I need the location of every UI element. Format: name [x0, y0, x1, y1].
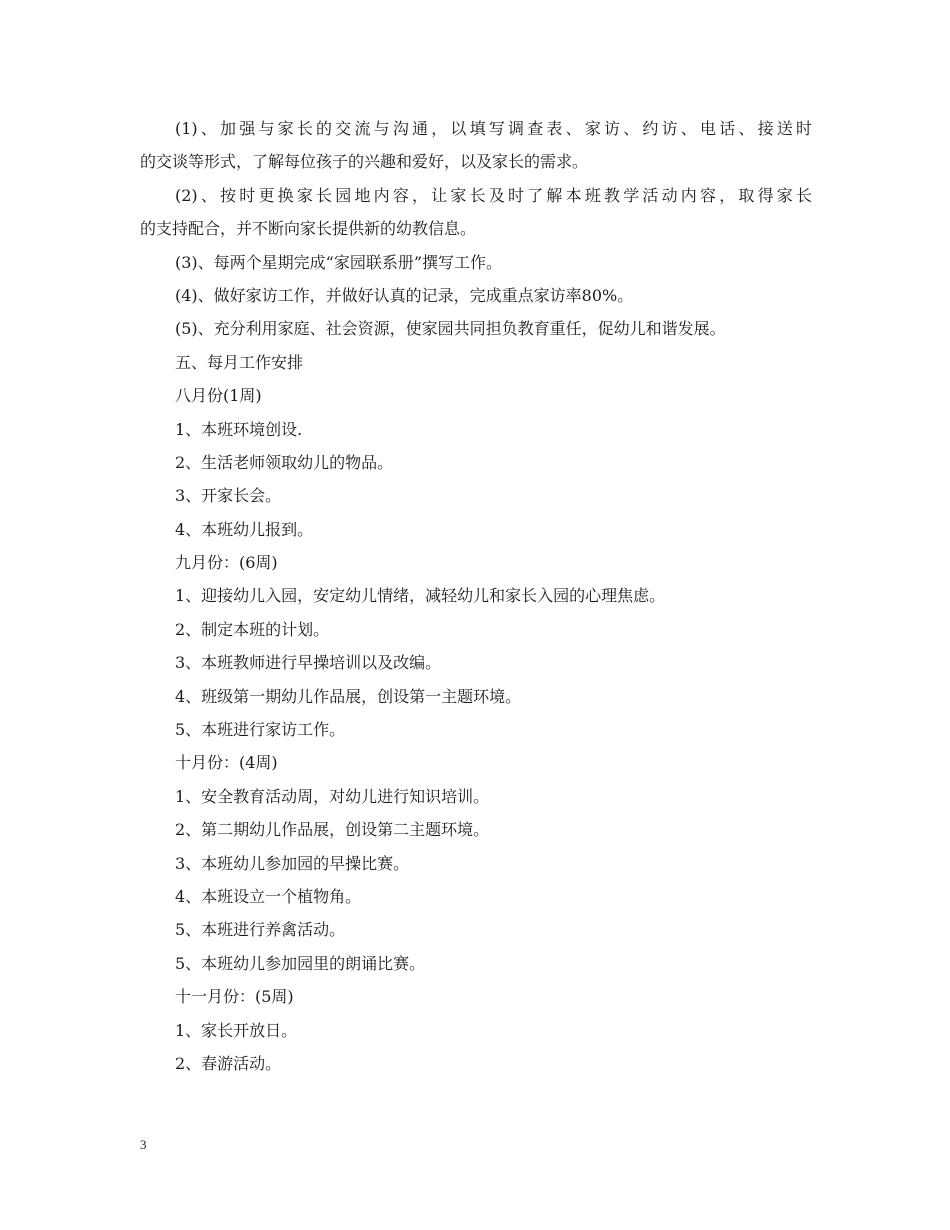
- text-line: 4、班级第一期幼儿作品展，创设第一主题环境。: [175, 686, 522, 706]
- text-line: 九月份：(6周): [175, 553, 278, 573]
- text-line: 3、本班教师进行早操培训以及改编。: [175, 653, 442, 673]
- text-line: (4)、做好家访工作，并做好认真的记录，完成重点家访率80%。: [175, 285, 634, 305]
- text-line: 1、家长开放日。: [175, 1020, 298, 1040]
- text-line: 1、本班环境创设.: [175, 419, 303, 439]
- text-line: 的交谈等形式，了解每位孩子的兴趣和爱好，以及家长的需求。: [140, 152, 589, 172]
- text-line: (3)、每两个星期完成“家园联系册”撰写工作。: [175, 252, 503, 272]
- text-line: 2、生活老师领取幼儿的物品。: [175, 452, 394, 472]
- text-line: (5)、充分利用家庭、社会资源，使家园共同担负教育重任，促幼儿和谐发展。: [175, 319, 726, 339]
- text-line: 5、本班进行养禽活动。: [175, 920, 346, 940]
- text-line: 1、迎接幼儿入园，安定幼儿情绪，减轻幼儿和家长入园的心理焦虑。: [175, 586, 666, 606]
- text-line: 1、安全教育活动周，对幼儿进行知识培训。: [175, 786, 490, 806]
- text-line: 3、本班幼儿参加园的早操比赛。: [175, 853, 410, 873]
- text-line: 八月份(1周): [175, 386, 262, 406]
- text-line: 5、本班进行家访工作。: [175, 720, 346, 740]
- page-number: 3: [140, 1137, 147, 1152]
- text-line: 十月份：(4周): [175, 753, 278, 773]
- text-line: 十一月份：(5周): [175, 987, 294, 1007]
- text-line: 的支持配合，并不断向家长提供新的幼教信息。: [140, 219, 477, 239]
- document-body: [140, 112, 812, 1080]
- text-line: 5、本班幼儿参加园里的朗诵比赛。: [175, 953, 426, 973]
- text-line: 五、每月工作安排: [175, 352, 304, 372]
- text-line: 2、制定本班的计划。: [175, 619, 330, 639]
- text-line: 4、本班设立一个植物角。: [175, 886, 362, 906]
- text-line: 4、本班幼儿报到。: [175, 519, 314, 539]
- text-line: 2、第二期幼儿作品展，创设第二主题环境。: [175, 820, 490, 840]
- text-line: (1)、加强与家长的交流与沟通，以填写调查表、家访、约访、电话、接送时: [175, 119, 812, 138]
- text-line: 2、春游活动。: [175, 1053, 282, 1073]
- text-line: 3、开家长会。: [175, 486, 282, 506]
- text-line: (2)、按时更换家长园地内容，让家长及时了解本班教学活动内容，取得家长: [175, 185, 812, 205]
